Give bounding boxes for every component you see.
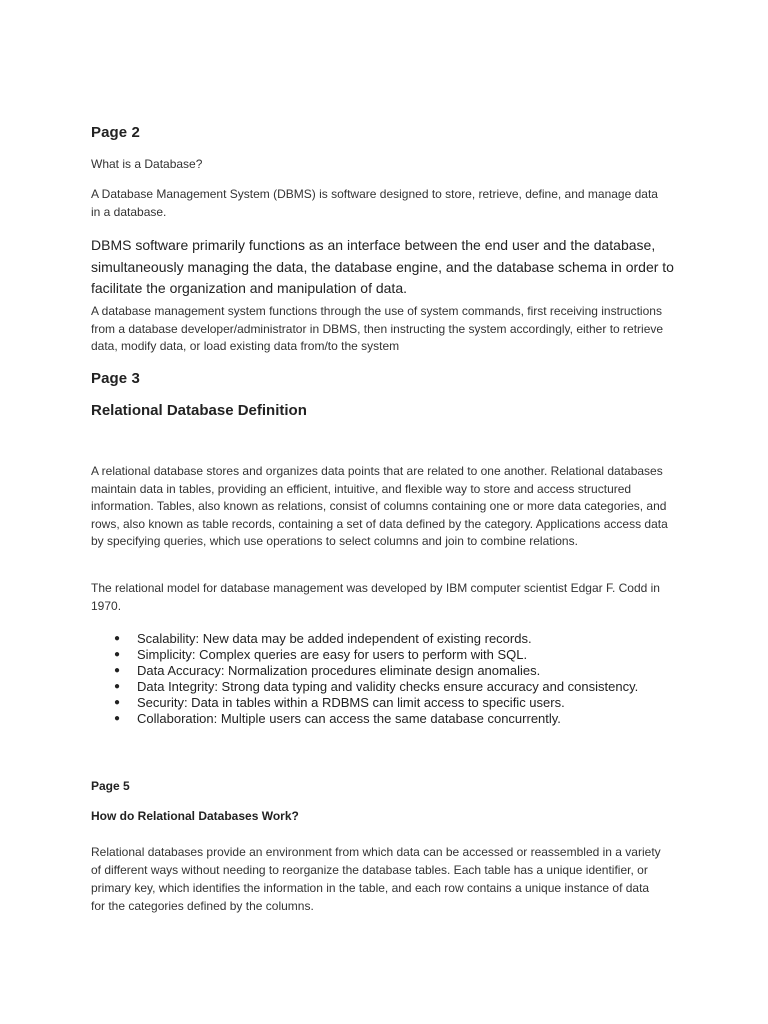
feature-bullet-list — [114, 631, 704, 727]
list-item: ● Data Integrity: Strong data typing and validity checks ensure accuracy and consistency. — [114, 679, 639, 694]
page-2-paragraph-3: A database management system functions through the use of system commands, first receiving instructions from a database developer/administrator in DBMS, then instructing the system accordingly, either to retrieve data, modify data, or load existing data from/to the system — [91, 304, 664, 353]
bullet-icon: ● — [114, 649, 121, 660]
page-2-question: What is a Database? — [91, 157, 203, 171]
page-3-paragraph-1: A relational database stores and organizes data points that are related to one another. Relational databases maintain data in tables, providing an efficient, intuitive, and flexible way to store and access structured information. Tables, also known as relations, consist of columns containing one or more data categories, and rows, also known as table records, containing a set of data defined by the category. Applications access data by specifying queries, which use operations to select columns and join to combine relations. — [91, 464, 668, 548]
list-item: ● Security: Data in tables within a RDBMS can limit access to specific users. — [114, 695, 565, 710]
bullet-icon: ● — [114, 697, 121, 708]
bullet-icon: ● — [114, 633, 121, 644]
list-item: ● Simplicity: Complex queries are easy for users to perform with SQL. — [114, 647, 528, 662]
list-item: ● Scalability: New data may be added independent of existing records. — [114, 631, 532, 646]
list-item: ● Collaboration: Multiple users can access the same database concurrently. — [114, 711, 561, 726]
page-5-subheading: How do Relational Databases Work? — [91, 809, 299, 823]
list-item: ● Data Accuracy: Normalization procedures eliminate design anomalies. — [114, 663, 541, 678]
page-2-heading: Page 2 — [91, 124, 140, 141]
page-5-heading: Page 5 — [91, 779, 130, 793]
page-2-paragraph-1: A Database Management System (DBMS) is software designed to store, retrieve, define, and manage data in a database. — [91, 187, 658, 219]
page-2-paragraph-2: DBMS software primarily functions as an interface between the end user and the database, simultaneously managing the data, the database engine, and the database schema in order to facilitate the organization and manipulation of data. — [91, 237, 674, 296]
page-3-paragraph-2: The relational model for database management was developed by IBM computer scientist Edgar F. Codd in 1970. — [91, 581, 660, 613]
bullet-icon: ● — [114, 665, 121, 676]
page-3-subheading: Relational Database Definition — [91, 402, 307, 419]
page-3-heading: Page 3 — [91, 370, 140, 387]
bullet-icon: ● — [114, 713, 121, 724]
page-5-paragraph-1: Relational databases provide an environment from which data can be accessed or reassembled in a variety of different ways without needing to reorganize the database tables. Each table has a unique identifier, or primary key, which identifies the information in the table, and each row contains a unique instance of data for the categories defined by the columns. — [91, 845, 661, 913]
bullet-icon: ● — [114, 681, 121, 692]
